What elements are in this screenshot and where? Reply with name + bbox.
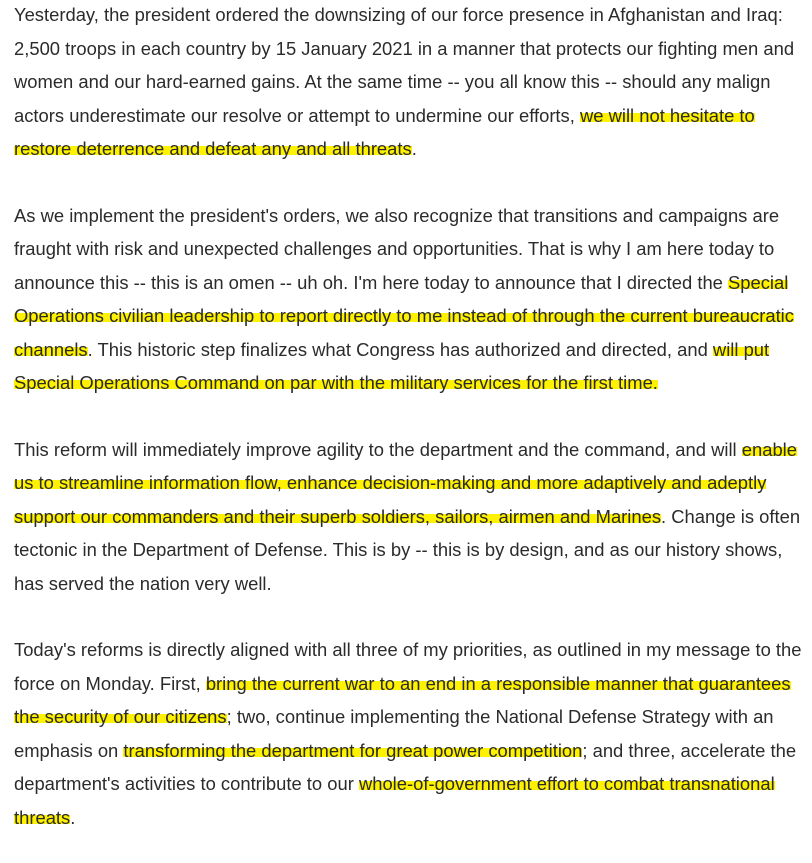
text-segment: . (70, 806, 76, 828)
text-segment: ; and three, accelerate the department's activities to contribute to our (14, 739, 797, 794)
paragraph-4 (14, 633, 812, 834)
highlighted-text: transforming the department for great power competition (123, 739, 583, 761)
highlighted-text: will put Special Operations Command on par with the military services for the first time. (14, 338, 770, 393)
paragraph-2 (14, 199, 812, 400)
text-segment: Yesterday, the president ordered the downsizing of our force presence in Afghanistan and Iraq: 2,500 troops in each country by 15 January 2021 in a manner that protects our fighting men and women and our hard-earned gains. At the same time -- you all know this -- should any malign actors underestimate our resolve or attempt to undermine our efforts, (14, 4, 795, 126)
text-segment: . Change is often tectonic in the Department of Defense. This is by -- this is by design, and as our history shows, has served the nation very well. (14, 505, 801, 594)
highlighted-text: we will not hesitate to restore deterrence and defeat any and all threats (14, 104, 755, 159)
highlighted-text: whole-of-government effort to combat transnational threats (14, 773, 775, 828)
text-segment: As we implement the president's orders, we also recognize that transitions and campaigns are fraught with risk and unexpected challenges and opportunities. That is why I am here today to announce this -- this is an omen -- uh oh. I'm here today to announce that I directed the (14, 204, 780, 293)
paragraph-1 (14, 0, 812, 166)
text-segment: . (411, 138, 417, 159)
text-segment: This reform will immediately improve agility to the department and the command, and will (14, 438, 742, 460)
text-segment: Today's reforms is directly aligned with all three of my priorities, as outlined in my message to the force on Monday. First, (14, 639, 802, 694)
paragraph-3 (14, 433, 812, 601)
highlighted-text: Special Operations civilian leadership to report directly to me instead of through the current bureaucratic channels (14, 271, 794, 360)
document-body (14, 0, 812, 834)
highlighted-text: enable us to streamline information flow, enhance decision-making and more adaptively and adeptly support our commanders and their superb soldiers, sailors, airmen and Marines (14, 438, 797, 527)
highlighted-text: bring the current war to an end in a responsible manner that guarantees the security of our citizens (14, 672, 791, 727)
text-segment: ; two, continue implementing the National Defense Strategy with an emphasis on (14, 706, 774, 761)
text-segment: . This historic step finalizes what Congress has authorized and directed, and (87, 338, 713, 360)
